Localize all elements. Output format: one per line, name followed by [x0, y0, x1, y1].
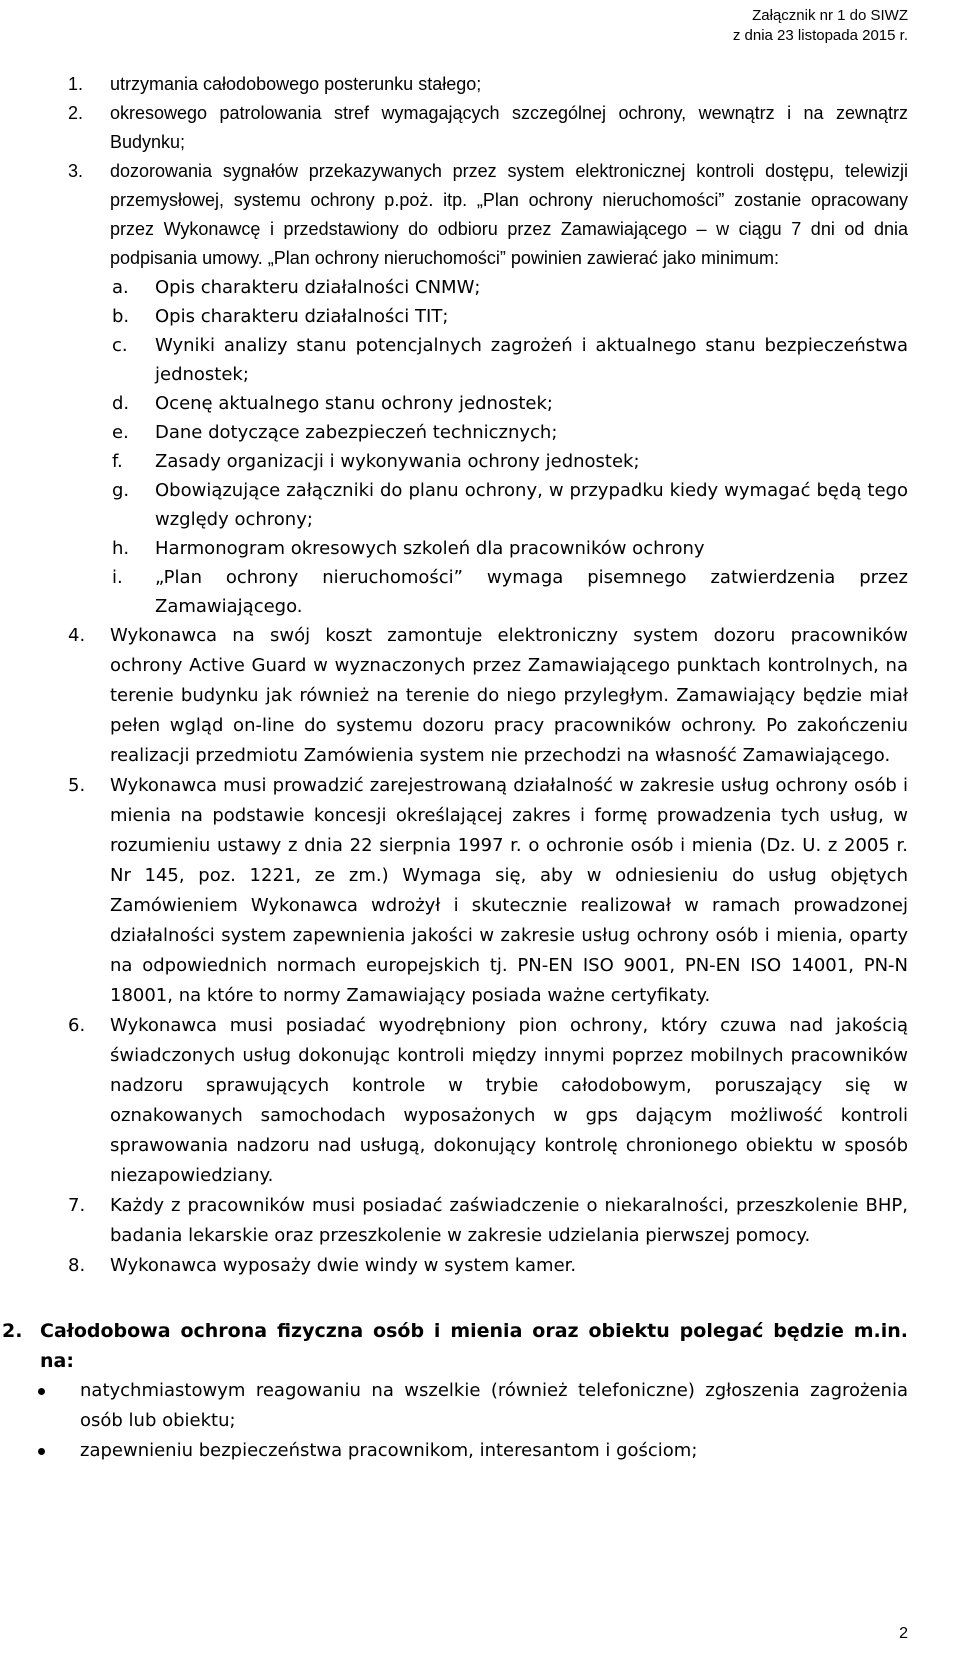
sub-list-letter: c. [112, 335, 128, 356]
list-item-number: 5. [68, 775, 86, 796]
sub-list-letter: g. [112, 480, 130, 501]
list-item-text: Wykonawca musi prowadzić zarejestrowaną działalność w zakresie usług ochrony osób i mienia na podstawie koncesji określającej zakres i formę prowadzenia tych usług, w rozumieniu ustawy z dnia 22 sierpnia 1997 r. o ochronie osób i mienia (Dz. U. z 2005 r. Nr 145, poz. 1221, ze zm.) Wymaga się, aby w odniesieniu do usług objętych Zamówieniem Wykonawca wdrożył i skutecznie realizował w ramach prowadzonej działalności system zapewnienia jakości w zakresie usług ochrony osób i mienia, oparty na odpowiednich normach europejskich tj. PN-EN ISO 9001, PN-EN ISO 14001, PN-N 18001, na które to normy Zamawiający posiada ważne certyfikaty. [110, 775, 908, 1006]
sub-list-text: Zasady organizacji i wykonywania ochrony jednostek; [155, 451, 640, 472]
list-item [0, 99, 908, 157]
sub-list-item [0, 534, 908, 563]
sub-list-item [0, 331, 908, 389]
bullet-text: natychmiastowym reagowaniu na wszelkie (również telefoniczne) zgłoszenia zagrożenia osób lub obiektu; [80, 1380, 908, 1431]
list-item-number: 6. [68, 1015, 86, 1036]
sub-list-item [0, 447, 908, 476]
section-number: 2. [2, 1320, 23, 1342]
sub-list-text: Dane dotyczące zabezpieczeń technicznych; [155, 422, 558, 443]
list-item-text: dozorowania sygnałów przekazywanych przez system elektronicznej kontroli dostępu, telewizji przemysłowej, systemu ochrony p.poż. itp. „Plan ochrony nieruchomości” zostanie opracowany przez Wykonawcę i przedstawiony do odbioru przez Zamawiającego – w ciągu 7 dni od dnia podpisania umowy. „Plan ochrony nieruchomości” powinien zawierać jako minimum: [110, 161, 908, 268]
list-item-number: 8. [68, 1255, 86, 1276]
document-body [0, 70, 960, 1466]
list-item-text: utrzymania całodobowego posterunku stałego; [110, 74, 482, 94]
sub-list-item [0, 389, 908, 418]
list-item [0, 621, 908, 771]
list-item [0, 70, 908, 99]
bullet-icon [38, 1448, 45, 1455]
list-item [0, 771, 908, 1011]
sub-list-item [0, 563, 908, 621]
list-item-text: okresowego patrolowania stref wymagających szczególnej ochrony, wewnątrz i na zewnątrz Budynku; [110, 103, 908, 152]
bullet-item [0, 1436, 908, 1466]
sub-list-text: „Plan ochrony nieruchomości” wymaga pisemnego zatwierdzenia przez Zamawiającego. [155, 567, 908, 617]
sub-list-text: Obowiązujące załączniki do planu ochrony, w przypadku kiedy wymagać będą tego względy ochrony; [155, 480, 908, 530]
list-item-text: Wykonawca na swój koszt zamontuje elektroniczny system dozoru pracowników ochrony Active Guard w wyznaczonych przez Zamawiającego punktach kontrolnych, na terenie budynku jak również na terenie do niego przyległym. Zamawiający będzie miał pełen wgląd on-line do systemu dozoru pracy pracowników ochrony. Po zakończeniu realizacji przedmiotu Zamówienia system nie przechodzi na własność Zamawiającego. [110, 625, 908, 766]
sub-list-item [0, 476, 908, 534]
page-number: 2 [899, 1625, 908, 1642]
list-item-text: Wykonawca wyposaży dwie windy w system kamer. [110, 1255, 577, 1276]
sub-list-text: Harmonogram okresowych szkoleń dla pracowników ochrony [155, 538, 705, 559]
list-item [0, 1191, 908, 1251]
sub-list-item [0, 418, 908, 447]
list-item-number: 3. [68, 161, 84, 181]
bullet-icon [38, 1388, 45, 1395]
sub-list-letter: i. [112, 567, 123, 588]
header-date-line: z dnia 23 listopada 2015 r. [732, 27, 908, 44]
sub-list-letter: f. [112, 451, 123, 472]
list-item-text: Wykonawca musi posiadać wyodrębniony pion ochrony, który czuwa nad jakością świadczonych usług dokonując kontroli między innymi poprzez mobilnych pracowników nadzoru sprawujących kontrole w trybie całodobowym, poruszający się w oznakowanych samochodach wyposażonych w gps dającym możliwość kontroli sprawowania nadzoru nad usługą, dokonujący kontrolę chronionego obiektu w sposób niezapowiedziany. [110, 1015, 908, 1186]
sub-list-letter: e. [112, 422, 129, 443]
sub-list-text: Opis charakteru działalności TIT; [155, 306, 449, 327]
sub-list-letter: b. [112, 306, 130, 327]
sub-list-text: Wyniki analizy stanu potencjalnych zagrożeń i aktualnego stanu bezpieczeństwa jednostek; [155, 335, 908, 385]
header-attachment-line: Załącznik nr 1 do SIWZ [752, 7, 908, 24]
list-item [0, 1011, 908, 1191]
document-header [733, 6, 908, 46]
sub-list-item [0, 302, 908, 331]
sub-list-text: Opis charakteru działalności CNMW; [155, 277, 481, 298]
sub-list-item [0, 273, 908, 302]
sub-list-text: Ocenę aktualnego stanu ochrony jednostek; [155, 393, 553, 414]
list-item-text: Każdy z pracowników musi posiadać zaświadczenie o niekaralności, przeszkolenie BHP, badania lekarskie oraz przeszkolenie w zakresie udzielania pierwszej pomocy. [110, 1195, 908, 1246]
section-heading-text: Całodobowa ochrona fizyczna osób i mienia oraz obiektu polegać będzie m.in. na: [40, 1320, 908, 1372]
list-item [0, 1251, 908, 1281]
section-spacer [0, 1281, 960, 1316]
sub-list-letter: h. [112, 538, 130, 559]
list-item-number: 2. [68, 103, 84, 123]
sub-list-letter: a. [112, 277, 129, 298]
list-item [0, 157, 908, 273]
list-item-number: 7. [68, 1195, 86, 1216]
bullet-item [0, 1376, 908, 1436]
list-item-number: 1. [68, 74, 84, 94]
list-item-number: 4. [68, 625, 86, 646]
section-heading [0, 1316, 908, 1376]
bullet-text: zapewnieniu bezpieczeństwa pracownikom, interesantom i gościom; [80, 1440, 698, 1461]
sub-list-letter: d. [112, 393, 130, 414]
